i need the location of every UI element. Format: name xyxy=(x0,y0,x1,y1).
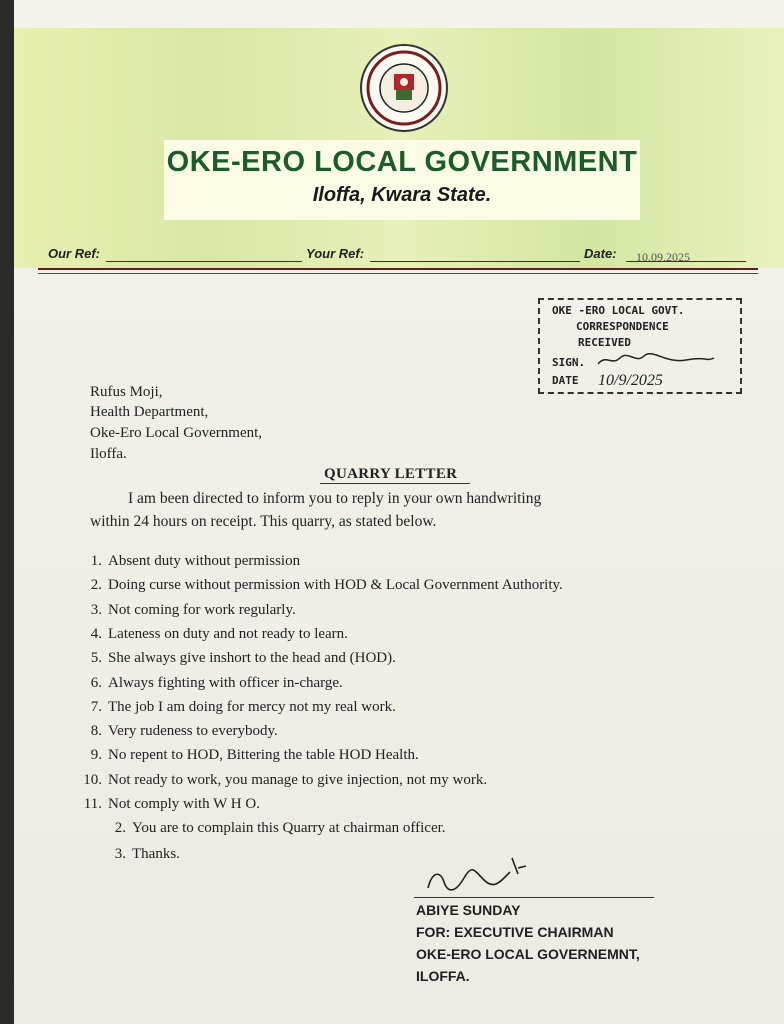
recipient-organization: Oke-Ero Local Government, xyxy=(90,425,263,441)
list-item-text: Lateness on duty and not ready to learn. xyxy=(108,625,348,642)
letter-page xyxy=(14,0,784,1024)
closing-item-number: 3. xyxy=(114,846,126,862)
list-item-text: Not coming for work regularly. xyxy=(108,601,296,618)
list-item-text: Very rudeness to everybody. xyxy=(108,723,278,740)
closing-item xyxy=(102,846,180,863)
stamp-signature-icon xyxy=(596,352,716,368)
list-item-number: 4. xyxy=(90,625,102,642)
organization-location: Iloffa, Kwara State. xyxy=(312,184,492,206)
stamp-line-2: CORRESPONDENCE xyxy=(576,320,669,333)
list-item-text: The job I am doing for mercy not my real work. xyxy=(108,698,396,715)
recipient-department: Health Department, xyxy=(90,404,209,420)
list-item-text: Doing curse without permission with HOD & Local Government Authority. xyxy=(108,577,563,594)
closing-item xyxy=(102,820,446,837)
list-item-number: 6. xyxy=(90,674,102,691)
list-item xyxy=(78,699,396,716)
closing-item-text: You are to complain this Quarry at chairman officer. xyxy=(132,820,446,836)
received-stamp xyxy=(538,298,742,394)
signature-icon xyxy=(414,852,534,898)
list-item-text: She always give inshort to the head and (HOD). xyxy=(108,650,396,667)
list-item-number: 11. xyxy=(83,796,102,812)
list-item-number: 10. xyxy=(83,771,102,788)
stamp-date-label: DATE xyxy=(552,374,579,387)
list-item xyxy=(78,772,487,789)
your-ref-line xyxy=(370,261,580,262)
list-item-text: Not comply with W H O. xyxy=(108,796,260,812)
closing-item-number: 2. xyxy=(114,820,126,836)
closing-item-text: Thanks. xyxy=(132,846,180,862)
signatory-name: ABIYE SUNDAY xyxy=(416,902,521,918)
signature-line xyxy=(414,897,654,898)
signatory-org-line: OKE-ERO LOCAL GOVERNEMNT, xyxy=(416,946,640,962)
stamp-sign-label: SIGN. xyxy=(552,356,586,369)
list-item-text: Absent duty without permission xyxy=(108,553,301,569)
list-item-number: 2. xyxy=(90,577,102,594)
list-item xyxy=(78,602,296,619)
list-item xyxy=(78,577,563,594)
list-item-number: 5. xyxy=(90,650,102,667)
letter-title-underline xyxy=(320,483,470,484)
state-seal-icon xyxy=(360,44,448,132)
list-item xyxy=(78,723,278,740)
organization-name: OKE-ERO LOCAL GOVERNMENT xyxy=(166,146,638,178)
your-ref-label: Your Ref: xyxy=(306,246,365,261)
list-item xyxy=(78,675,343,692)
our-ref-line xyxy=(106,261,302,262)
list-item-number: 3. xyxy=(90,601,102,618)
letter-title: QUARRY LETTER xyxy=(324,466,458,482)
recipient-town: Iloffa. xyxy=(90,446,127,462)
header-rule-secondary xyxy=(38,273,758,274)
letter-date: 10.09.2025 xyxy=(636,250,690,264)
stamp-line-3: RECEIVED xyxy=(578,336,631,349)
list-item-number: 7. xyxy=(90,698,102,715)
list-item-text: No repent to HOD, Bittering the table HOD Health. xyxy=(108,747,419,764)
header-rule xyxy=(38,268,758,270)
stamp-date-value: 10/9/2025 xyxy=(598,372,663,389)
list-item-text: Always fighting with officer in-charge. xyxy=(108,674,343,691)
list-item-number: 1. xyxy=(90,553,102,569)
date-label: Date: xyxy=(584,246,617,261)
title-band xyxy=(164,140,640,220)
stamp-line-1: OKE -ERO LOCAL GOVT. xyxy=(552,304,685,317)
list-item-number: 9. xyxy=(90,747,102,764)
intro-line-1: I am been directed to inform you to reply in your own handwriting xyxy=(128,490,542,507)
intro-line-2: within 24 hours on receipt. This quarry, as stated below. xyxy=(90,513,437,530)
list-item-number: 8. xyxy=(90,723,102,740)
list-item xyxy=(78,626,348,643)
signatory-for-line: FOR: EXECUTIVE CHAIRMAN xyxy=(416,924,614,940)
list-item xyxy=(78,553,300,570)
signatory-town-line: ILOFFA. xyxy=(416,968,470,984)
recipient-name: Rufus Moji, xyxy=(90,384,163,400)
list-item-text: Not ready to work, you manage to give injection, not my work. xyxy=(108,771,488,788)
list-item xyxy=(78,650,396,667)
list-item xyxy=(78,747,419,764)
list-item xyxy=(78,796,260,813)
our-ref-label: Our Ref: xyxy=(48,246,100,261)
